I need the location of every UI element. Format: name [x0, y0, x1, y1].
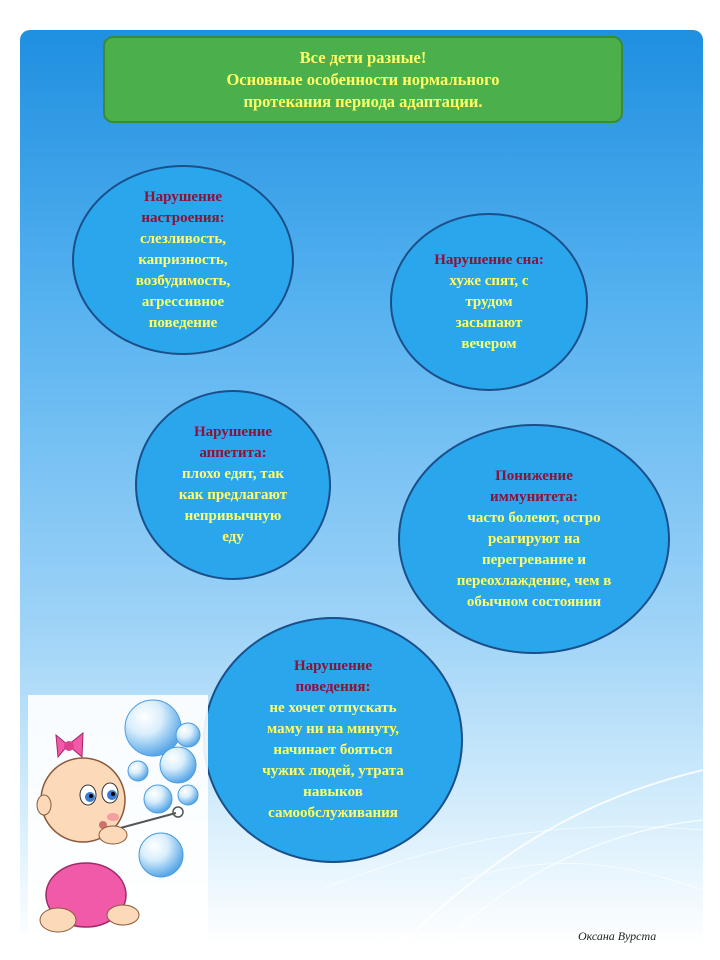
sleep-body-4: вечером: [461, 335, 517, 352]
immunity-heading-1: Понижение: [495, 467, 573, 484]
bubble-6: [178, 785, 198, 805]
behavior-body-1: не хочет отпускать: [269, 700, 397, 716]
immunity-decrease-ellipse: [398, 424, 670, 654]
appetite-body-4: еду: [222, 529, 244, 545]
appetite-disorder-ellipse: [135, 390, 331, 580]
appetite-body-1: плохо едят, так: [182, 466, 284, 482]
sleep-disorder-ellipse: [390, 213, 588, 391]
sleep-body-1: хуже спят, с: [449, 272, 529, 289]
mood-disorder-ellipse: [72, 165, 294, 355]
behavior-body-4: чужих людей, утрата: [262, 763, 404, 779]
immunity-body-2: реагируют на: [487, 530, 581, 547]
appetite-body-2: как предлагают: [178, 487, 288, 503]
bubble-5: [144, 785, 172, 813]
behavior-body-3: начинает бояться: [273, 742, 393, 758]
behavior-body-2: маму ни на минуту,: [267, 721, 399, 737]
appetite-heading-1: Нарушение: [193, 424, 273, 440]
bubble-2: [176, 723, 200, 747]
bubble-7: [139, 833, 183, 877]
mood-body-3: возбудимость,: [135, 272, 231, 289]
behavior-heading-2: поведения:: [295, 679, 371, 695]
title-line-3: протекания периода адаптации.: [243, 91, 483, 111]
sleep-body-3: засыпают: [455, 314, 523, 331]
immunity-body-4: переохлаждение, чем в: [456, 572, 612, 589]
title-line-2: Основные особенности нормального: [226, 69, 500, 89]
baby-bubbles-illustration: [28, 695, 208, 945]
mood-body-2: капризность,: [138, 251, 228, 268]
title-line-1: Все дети разные!: [299, 47, 427, 67]
title-box: [103, 36, 623, 123]
mood-body-1: слезливость,: [139, 230, 227, 247]
bubble-4: [128, 761, 148, 781]
immunity-body-1: часто болеют, остро: [467, 509, 601, 526]
appetite-heading-2: аппетита:: [199, 445, 267, 461]
immunity-body-3: перегревание и: [481, 551, 587, 568]
mood-heading-2: настроения:: [141, 209, 225, 226]
author-signature: Оксана Вурста: [578, 929, 657, 943]
behavior-body-5: навыков: [303, 784, 363, 800]
sleep-body-2: трудом: [465, 293, 513, 310]
mood-body-4: агрессивное: [141, 293, 225, 310]
immunity-body-5: обычном состоянии: [466, 593, 602, 610]
mood-heading-1: Нарушение: [143, 188, 223, 205]
sleep-heading: Нарушение сна:: [434, 251, 544, 268]
immunity-heading-2: иммунитета:: [490, 488, 578, 505]
behavior-heading-1: Нарушение: [293, 658, 373, 674]
behavior-body-6: самообслуживания: [268, 805, 398, 821]
mood-body-5: поведение: [148, 314, 218, 331]
bubble-3: [160, 747, 196, 783]
behavior-disorder-ellipse: [203, 617, 463, 863]
appetite-body-3: непривычную: [184, 508, 282, 524]
